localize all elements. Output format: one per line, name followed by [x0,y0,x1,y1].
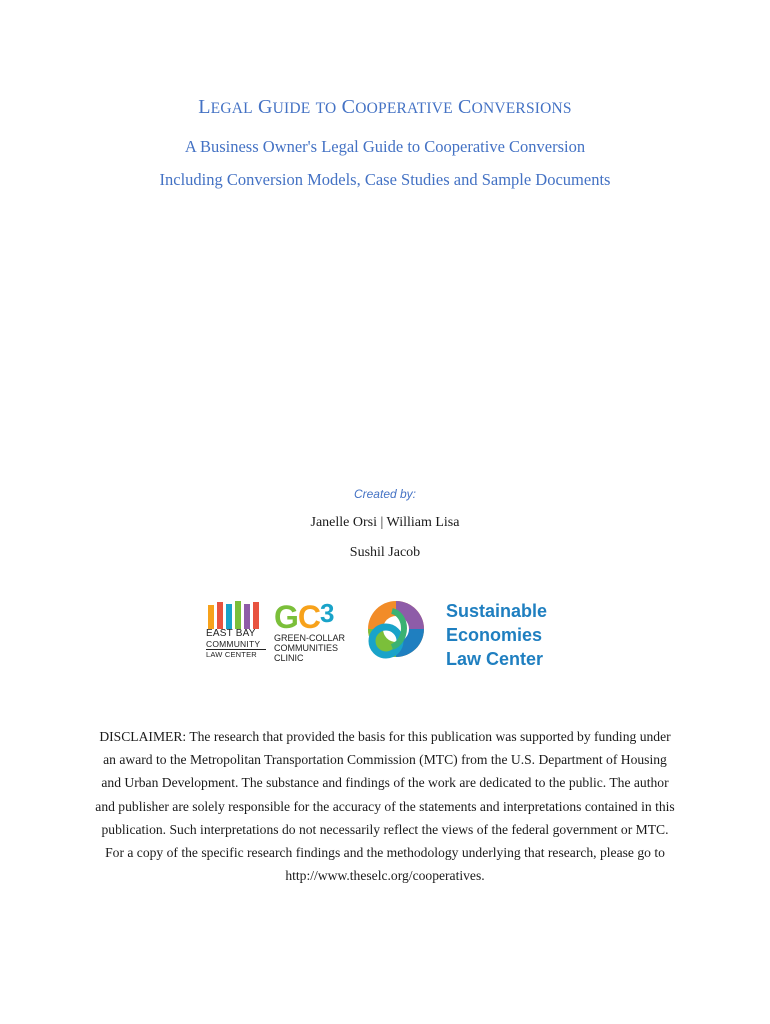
authors-line-1: Janelle Orsi | William Lisa [310,515,460,530]
disclaimer-text: DISCLAIMER: The research that provided the basis for this publication was supported by funding under an award to the Metropolitan Transportation Commission (MTC) from the U.S. Department of Housing and Urban Development. The substance and findings of the work are dedicated to the public. The author and publisher are solely responsible for the accuracy of the statements and interpretations contained in this publication. Such interpretations do not necessarily reflect the views of the federal government or MTC. For a copy of the specific research findings and the methodology underlying that research, please go to http://www.theselc.org/cooperatives. [95,729,675,884]
selc-line-2: Economies [446,625,543,645]
partner-logos [200,595,570,675]
created-by-label: Created by: [353,487,417,501]
authors-line-2: Sushil Jacob [349,545,421,560]
selc-logo-icon [356,597,428,669]
title-word-conversions-initial: C [458,96,472,118]
title-word-legal-rest: EGAL [210,100,253,117]
ebclc-line-3: LAW CENTER [206,649,266,660]
ebclc-logo-text [206,629,266,660]
subtitle-line-2: Including Conversion Models, Case Studies and Sample Documents [159,170,611,189]
subtitle-line-1: A Business Owner's Legal Guide to Cooperative Conversion [184,137,586,156]
title-word-legal-initial: L [198,96,211,118]
title-word-guide-rest: UIDE [272,100,311,117]
gc3-logo [274,597,364,669]
ebclc-line-1: EAST BAY [206,628,256,639]
gc3-line-1: GREEN-COLLAR [274,633,346,643]
selc-logo-text [446,599,547,671]
title-word-guide-initial: G [257,96,273,118]
title-word-cooperative-initial: C [341,96,356,118]
title-word-cooperative-rest: OOPERATIVE [355,100,453,117]
selc-line-3: Law Center [446,649,544,669]
gc3-logo-text [274,633,364,663]
title-word-to: TO [315,100,337,117]
gc3-line-2: COMMUNITIES [274,643,338,653]
gc3-line-3: CLINIC [274,653,304,663]
selc-line-1: Sustainable [446,601,548,621]
gc3-logo-mark: GC3 [274,598,334,635]
document-title [0,96,770,119]
ebclc-line-2: COMMUNITY [206,639,261,649]
title-word-conversions-rest: ONVERSIONS [471,100,572,117]
